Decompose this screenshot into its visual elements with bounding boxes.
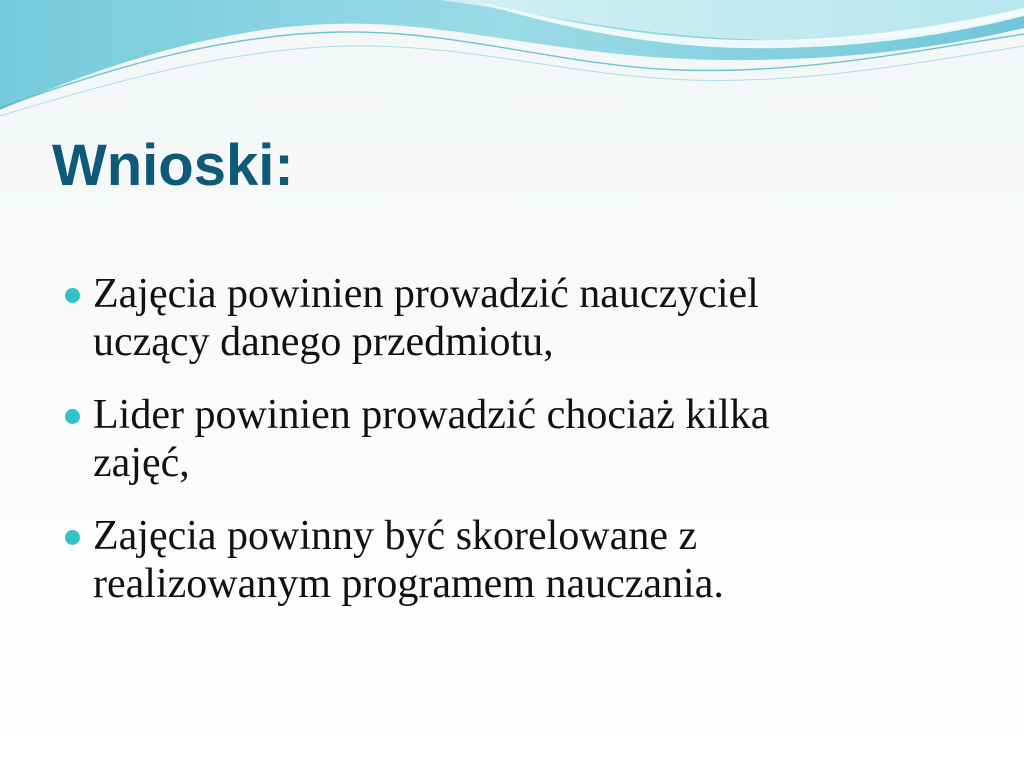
round-bullet-icon	[65, 409, 80, 424]
round-bullet-icon	[65, 288, 80, 303]
bullet-text-line: Zajęcia powinien prowadzić nauczyciel	[93, 271, 759, 317]
bullet-item	[62, 512, 962, 608]
bullet-list	[62, 270, 962, 633]
round-bullet-icon	[65, 530, 80, 545]
bullet-text-line: Lider powinien prowadzić chociaż kilka	[93, 392, 770, 438]
bullet-item	[62, 391, 962, 487]
slide-title: Wnioski:	[52, 133, 294, 198]
wave-line-2	[0, 46, 1024, 116]
bullet-text-line: zajęć,	[93, 440, 190, 486]
bullet-text-line: Zajęcia powinny być skorelowane z	[93, 513, 698, 559]
bullet-item	[62, 270, 962, 366]
bullet-text-line: realizowanym programem nauczania.	[93, 561, 724, 607]
wave-decoration	[0, 0, 1024, 130]
bullet-text-line: uczący danego przedmiotu,	[93, 319, 554, 365]
